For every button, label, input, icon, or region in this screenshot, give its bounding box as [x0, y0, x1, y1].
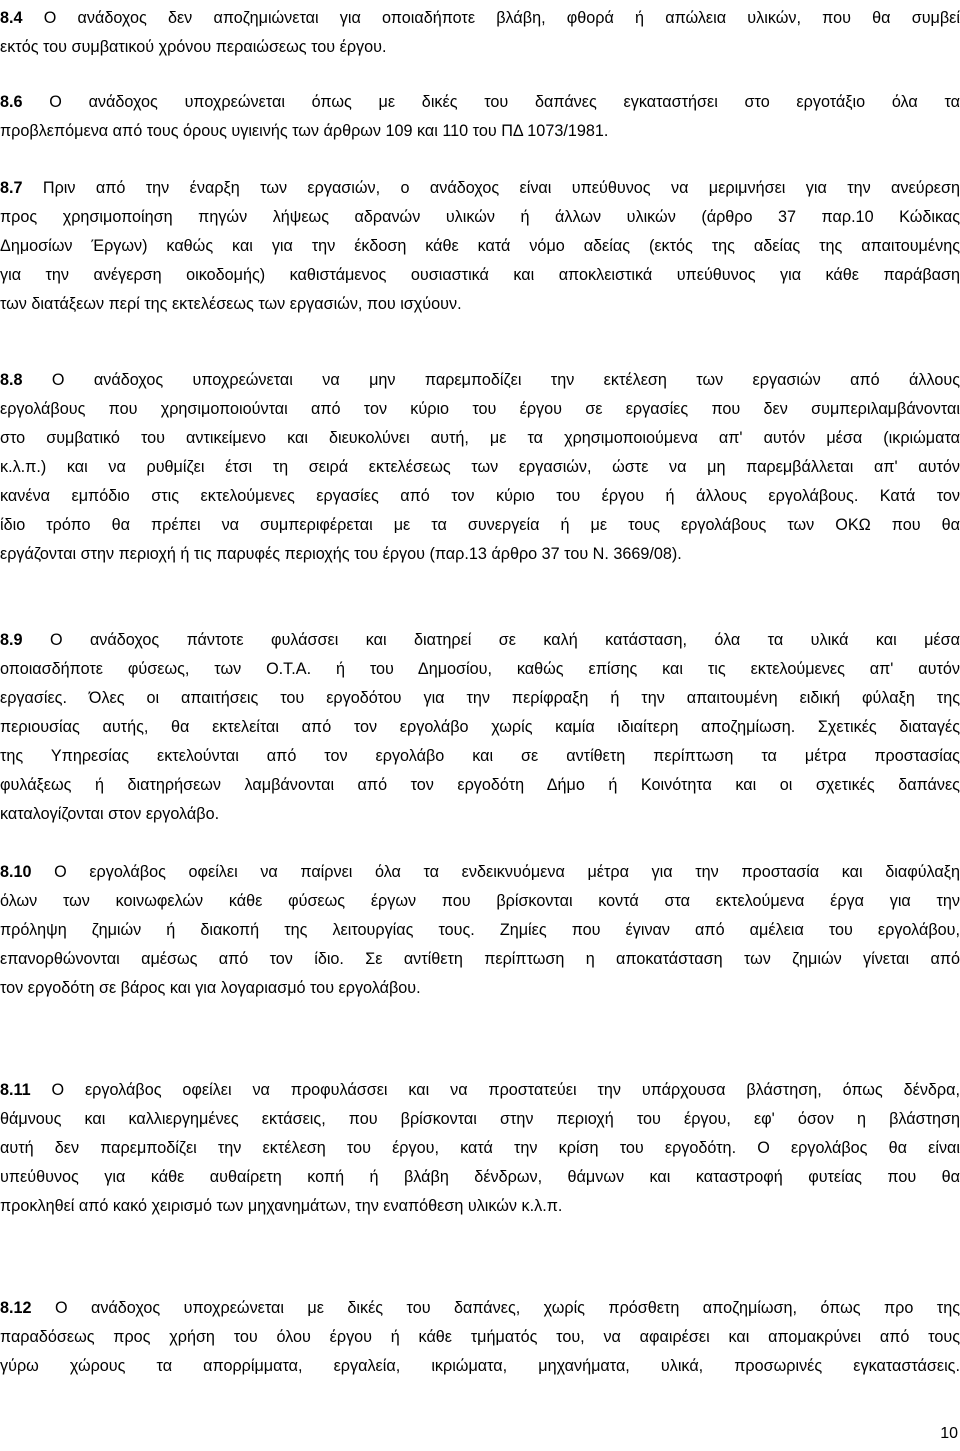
section-number: 8.8 — [0, 371, 23, 389]
paragraph-text: εργολάβους που χρησιμοποιούνται από τον κύριο του έργου σε εργασίες που δεν συμπεριλαμβάνονται — [0, 400, 960, 418]
paragraph-line — [0, 746, 960, 766]
paragraph-line — [0, 515, 960, 535]
paragraph-text: για την ανέγερση οικοδομής) καθιστάμενος ουσιαστικά και αποκλειστικά υπεύθυνος για κάθε παράβαση — [0, 266, 960, 284]
paragraph-text: περιουσίας αυτής, θα εκτελείται από τον εργολάβο χωρίς καμία ιδιαίτερη αποζημίωση. Σχετικές διαταγές — [0, 718, 960, 736]
paragraph-text: Ο εργολάβος οφείλει να παίρνει όλα τα ενδεικνυόμενα μέτρα για την προστασία και διαφύλαξη — [54, 863, 960, 881]
paragraph-text: παραδόσεως προς χρήση του όλου έργου ή κάθε τμήματός του, να αφαιρέσει και απομακρύνει από τους — [0, 1328, 960, 1346]
paragraph-text: θάμνους και καλλιεργημένες εκτάσεις, που βρίσκονται στην περιοχή του έργου, εφ' όσον η βλάστηση — [0, 1110, 960, 1128]
paragraph-line — [0, 775, 960, 795]
paragraph-line — [0, 1138, 960, 1158]
paragraph-text: ίδιο τρόπο θα πρέπει να συμπεριφέρεται με τα συνεργεία ή με τους εργολάβους των ΟΚΩ που θα — [0, 516, 960, 534]
paragraph-text: όλων των κοινωφελών κάθε φύσεως έργων που βρίσκονται κοντά στα εκτελούμενα έργα για την — [0, 892, 960, 910]
paragraph-line — [0, 1196, 960, 1216]
paragraph-line — [0, 428, 960, 448]
paragraph-text: φυλάξεως ή διατηρήσεων λαμβάνονται από τον εργοδότη Δήμο ή Κοινότητα και οι σχετικές δαπάνες — [0, 776, 960, 794]
paragraph-line — [0, 978, 960, 998]
paragraph-text: στο συμβατικό του αντικείμενο και διευκολύνει αυτή, με τα χρησιμοποιούμενα απ' αυτόν μέσα (ικριώματα — [0, 429, 960, 447]
paragraph-line — [0, 1356, 960, 1376]
paragraph-text: Ο ανάδοχος υποχρεώνεται όπως με δικές του δαπάνες εγκαταστήσει στο εργοτάξιο όλα τα — [49, 93, 960, 111]
paragraph-text: κ.λ.π.) και να ρυθμίζει έτσι τη σειρά εκτελέσεως των εργασιών, ώστε να μη παρεμβάλλεται απ' αυτόν — [0, 458, 960, 476]
paragraph-text: εργασίες. Όλες οι απαιτήσεις του εργοδότου για την περίφραξη ή την απαιτουμένη ειδική φύλαξη της — [0, 689, 960, 707]
paragraph-line — [0, 294, 960, 314]
paragraph-text: εκτός του συμβατικού χρόνου περαιώσεως του έργου. — [0, 38, 387, 56]
paragraph-text: Ο εργολάβος οφείλει να προφυλάσσει και να προστατεύει την υπάρχουσα βλάστηση, όπως δένδρα, — [51, 1081, 960, 1099]
paragraph-line — [0, 659, 960, 679]
paragraph-line — [0, 399, 960, 419]
section-number: 8.4 — [0, 9, 23, 27]
paragraph-text: τον εργοδότη σε βάρος και για λογαριασμό του εργολάβου. — [0, 979, 421, 997]
paragraph-line — [0, 370, 960, 390]
section-number: 8.9 — [0, 631, 23, 649]
paragraph-line — [0, 1080, 960, 1100]
paragraph-line — [0, 207, 960, 227]
paragraph-line — [0, 544, 960, 564]
paragraph-line — [0, 457, 960, 477]
paragraph-line — [0, 92, 960, 112]
paragraph-line — [0, 862, 960, 882]
paragraph-line — [0, 178, 960, 198]
paragraph-line — [0, 8, 960, 28]
paragraph-line — [0, 717, 960, 737]
paragraph-line — [0, 891, 960, 911]
paragraph-line — [0, 121, 960, 141]
paragraph-text: γύρω χώρους τα απορρίμματα, εργαλεία, ικριώματα, μηχανήματα, υλικά, προσωρινές εγκαταστάσεις. — [0, 1357, 960, 1375]
paragraph-text: επανορθώνονται αμέσως από τον ίδιο. Σε αντίθετη περίπτωση η αποκατάσταση των ζημιών γίνεται από — [0, 950, 960, 968]
paragraph-line — [0, 1167, 960, 1187]
paragraph-text: της Υπηρεσίας εκτελούνται από τον εργολάβο και σε αντίθετη περίπτωση τα μέτρα προστασίας — [0, 747, 960, 765]
section-number: 8.11 — [0, 1081, 31, 1099]
paragraph-text: Ο ανάδοχος δεν αποζημιώνεται για οποιαδήποτε βλάβη, φθορά ή απώλεια υλικών, που θα συμβεί — [43, 9, 960, 27]
paragraph-text: Δημοσίων Έργων) καθώς και για την έκδοση κάθε κατά νόμο αδείας (εκτός της αδείας της απαιτουμένης — [0, 237, 960, 255]
paragraph-line — [0, 804, 960, 824]
paragraph-line — [0, 1298, 960, 1318]
paragraph-text: εργάζονται στην περιοχή ή τις παρυφές περιοχής του έργου (παρ.13 άρθρο 37 του Ν. 3669/08). — [0, 545, 682, 563]
paragraph-text: Ο ανάδοχος υποχρεώνεται να μην παρεμποδίζει την εκτέλεση των εργασιών από άλλους — [51, 371, 960, 389]
paragraph-text: Πριν από την έναρξη των εργασιών, ο ανάδοχος είναι υπεύθυνος να μεριμνήσει για την ανεύρεση — [42, 179, 960, 197]
paragraph-text: προκληθεί από κακό χειρισμό των μηχανημάτων, την εναπόθεση υλικών κ.λ.π. — [0, 1197, 563, 1215]
paragraph-text: προβλεπόμενα από τους όρους υγιεινής των άρθρων 109 και 110 του ΠΔ 1073/1981. — [0, 122, 609, 140]
paragraph-line — [0, 236, 960, 256]
paragraph-text: των διατάξεων περί της εκτελέσεως των εργασιών, που ισχύουν. — [0, 295, 462, 313]
paragraph-line — [0, 486, 960, 506]
section-number: 8.10 — [0, 863, 32, 881]
paragraph-text: υπεύθυνος για κάθε αυθαίρετη κοπή ή βλάβη δένδρων, θάμνων και καταστροφή φυτείας που θα — [0, 1168, 960, 1186]
page-number: 10 — [940, 1425, 958, 1442]
paragraph-line — [0, 37, 960, 57]
paragraph-line — [0, 1327, 960, 1347]
paragraph-line — [0, 630, 960, 650]
paragraph-text: οποιασδήποτε φύσεως, των Ο.Τ.Α. ή του Δημοσίου, καθώς επίσης και τις εκτελούμενες απ' αυτόν — [0, 660, 960, 678]
paragraph-text: καταλογίζονται στον εργολάβο. — [0, 805, 220, 823]
paragraph-line — [0, 920, 960, 940]
paragraph-text: αυτή δεν παρεμποδίζει την εκτέλεση του έργου, κατά την κρίση του εργοδότη. Ο εργολάβος θα είναι — [0, 1139, 960, 1157]
paragraph-text: πρόληψη ζημιών ή διακοπή της λειτουργίας τους. Ζημίες που έγιναν από αμέλεια του εργολάβου, — [0, 921, 960, 939]
paragraph-text: κανένα εμπόδιο στις εκτελούμενες εργασίες από τον κύριο του έργου ή άλλους εργολάβους. Κατά τον — [0, 487, 960, 505]
section-number: 8.12 — [0, 1299, 32, 1317]
paragraph-line — [0, 688, 960, 708]
paragraph-text: Ο ανάδοχος υποχρεώνεται με δικές του δαπάνες, χωρίς πρόσθετη αποζημίωση, όπως προ της — [54, 1299, 960, 1317]
section-number: 8.6 — [0, 93, 23, 111]
paragraph-text: Ο ανάδοχος πάντοτε φυλάσσει και διατηρεί σε καλή κατάσταση, όλα τα υλικά και μέσα — [49, 631, 960, 649]
paragraph-line — [0, 1109, 960, 1129]
paragraph-line — [0, 949, 960, 969]
paragraph-text: προς χρησιμοποίηση πηγών λήψεως αδρανών υλικών ή άλλων υλικών (άρθρο 37 παρ.10 Κώδικας — [0, 208, 960, 226]
section-number: 8.7 — [0, 179, 23, 197]
paragraph-line — [0, 265, 960, 285]
